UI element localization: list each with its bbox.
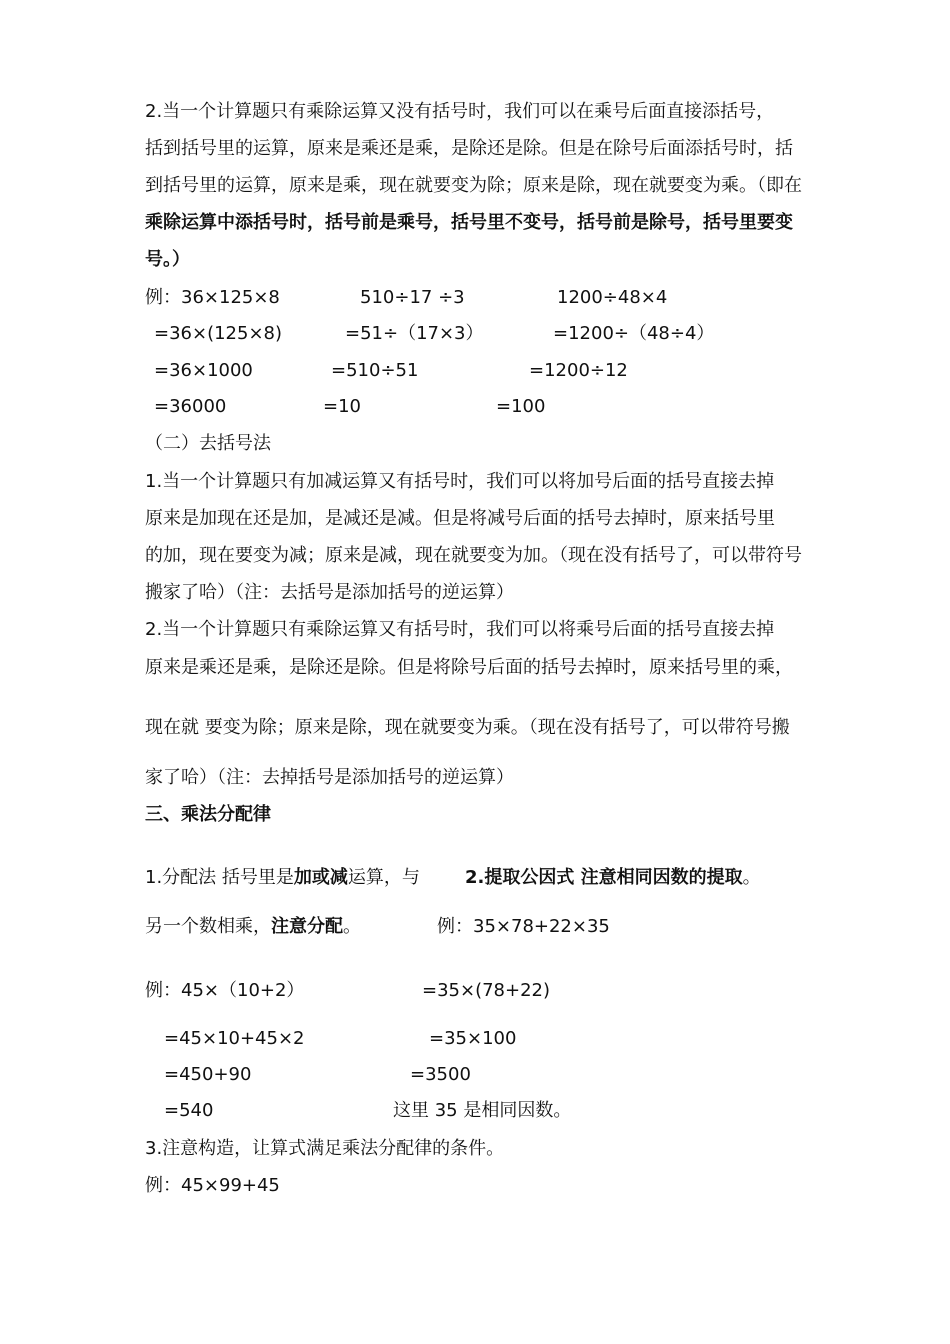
example-step: =1200÷（48÷4） bbox=[553, 323, 715, 344]
paragraph-line: 家了哈）（注：去掉括号是添加括号的逆运算） bbox=[145, 767, 514, 788]
paragraph-line: 3.注意构造，让算式满足乘法分配律的条件。 bbox=[145, 1138, 505, 1159]
example-step: =3500 bbox=[410, 1064, 471, 1085]
paragraph-line: 的加，现在要变为减；原来是减，现在就要变为加。（现在没有括号了，可以带符号 bbox=[145, 545, 802, 566]
text-emphasis: 加或减 bbox=[293, 867, 348, 888]
rule-line bbox=[145, 866, 420, 890]
paragraph-line: 括到括号里的运算，原来是乘还是乘，是除还是除。但是在除号后面添括号时，括 bbox=[145, 138, 793, 159]
example-step: =540 bbox=[164, 1100, 214, 1121]
paragraph-line: 现在就 要变为除；原来是除，现在就要变为乘。（现在没有括号了，可以带符号搬 bbox=[145, 717, 790, 738]
paragraph-line: 原来是加现在还是加，是减还是减。但是将减号后面的括号去掉时，原来括号里 bbox=[145, 508, 775, 529]
example-step: 510÷17 ÷3 bbox=[360, 287, 465, 308]
example-step: 1200÷48×4 bbox=[557, 287, 668, 308]
rule-line bbox=[465, 866, 761, 890]
text: 。 bbox=[742, 867, 761, 888]
paragraph-line-bold: 乘除运算中添括号时，括号前是乘号，括号里不变号，括号前是除号，括号里要变 bbox=[145, 212, 793, 233]
example-step: 例：36×125×8 bbox=[145, 287, 280, 308]
text: 1.分配法 括号里是 bbox=[145, 867, 294, 888]
text: 。 bbox=[343, 916, 361, 937]
paragraph-line: 2.当一个计算题只有乘除运算又没有括号时，我们可以在乘号后面直接添括号， bbox=[145, 101, 775, 122]
rule-line bbox=[145, 915, 361, 939]
paragraph-line: 原来是乘还是乘，是除还是除。但是将除号后面的括号去掉时，原来括号里的乘， bbox=[145, 657, 793, 678]
example-step: =510÷51 bbox=[331, 360, 419, 381]
example-step: =450+90 bbox=[164, 1064, 252, 1085]
example-step: 例：35×78+22×35 bbox=[437, 916, 610, 937]
text: 另一个数相乘， bbox=[145, 916, 271, 937]
example-step: =35×100 bbox=[429, 1028, 517, 1049]
example-step: =45×10+45×2 bbox=[164, 1028, 305, 1049]
paragraph-line-bold: 号。） bbox=[145, 249, 190, 270]
example-step: =10 bbox=[323, 396, 361, 417]
example-step: =51÷（17×3） bbox=[345, 323, 484, 344]
example-step: 例：45×99+45 bbox=[145, 1175, 280, 1196]
paragraph-line: 1.当一个计算题只有加减运算又有括号时，我们可以将加号后面的括号直接去掉 bbox=[145, 471, 775, 492]
note-text: 这里 35 是相同因数。 bbox=[393, 1100, 572, 1121]
section-heading: （二）去括号法 bbox=[145, 433, 271, 454]
paragraph-line: 搬家了哈）（注：去括号是添加括号的逆运算） bbox=[145, 582, 514, 603]
example-step: 例：45×（10+2） bbox=[145, 980, 305, 1001]
section-heading: 三、乘法分配律 bbox=[145, 804, 271, 825]
example-step: =1200÷12 bbox=[529, 360, 628, 381]
example-step: =36×(125×8) bbox=[154, 323, 283, 344]
text-emphasis: 注意分配 bbox=[271, 916, 343, 937]
example-step: =36000 bbox=[154, 396, 227, 417]
paragraph-line: 2.当一个计算题只有乘除运算又有括号时，我们可以将乘号后面的括号直接去掉 bbox=[145, 619, 775, 640]
example-step: =100 bbox=[496, 396, 546, 417]
paragraph-line: 到括号里的运算，原来是乘，现在就要变为除；原来是除，现在就要变为乘。（即在 bbox=[145, 175, 802, 196]
example-step: =35×(78+22) bbox=[422, 980, 551, 1001]
text: 运算，与 bbox=[347, 867, 420, 888]
example-step: =36×1000 bbox=[154, 360, 253, 381]
text-emphasis: 2.提取公因式 注意相同因数的提取 bbox=[465, 867, 743, 888]
